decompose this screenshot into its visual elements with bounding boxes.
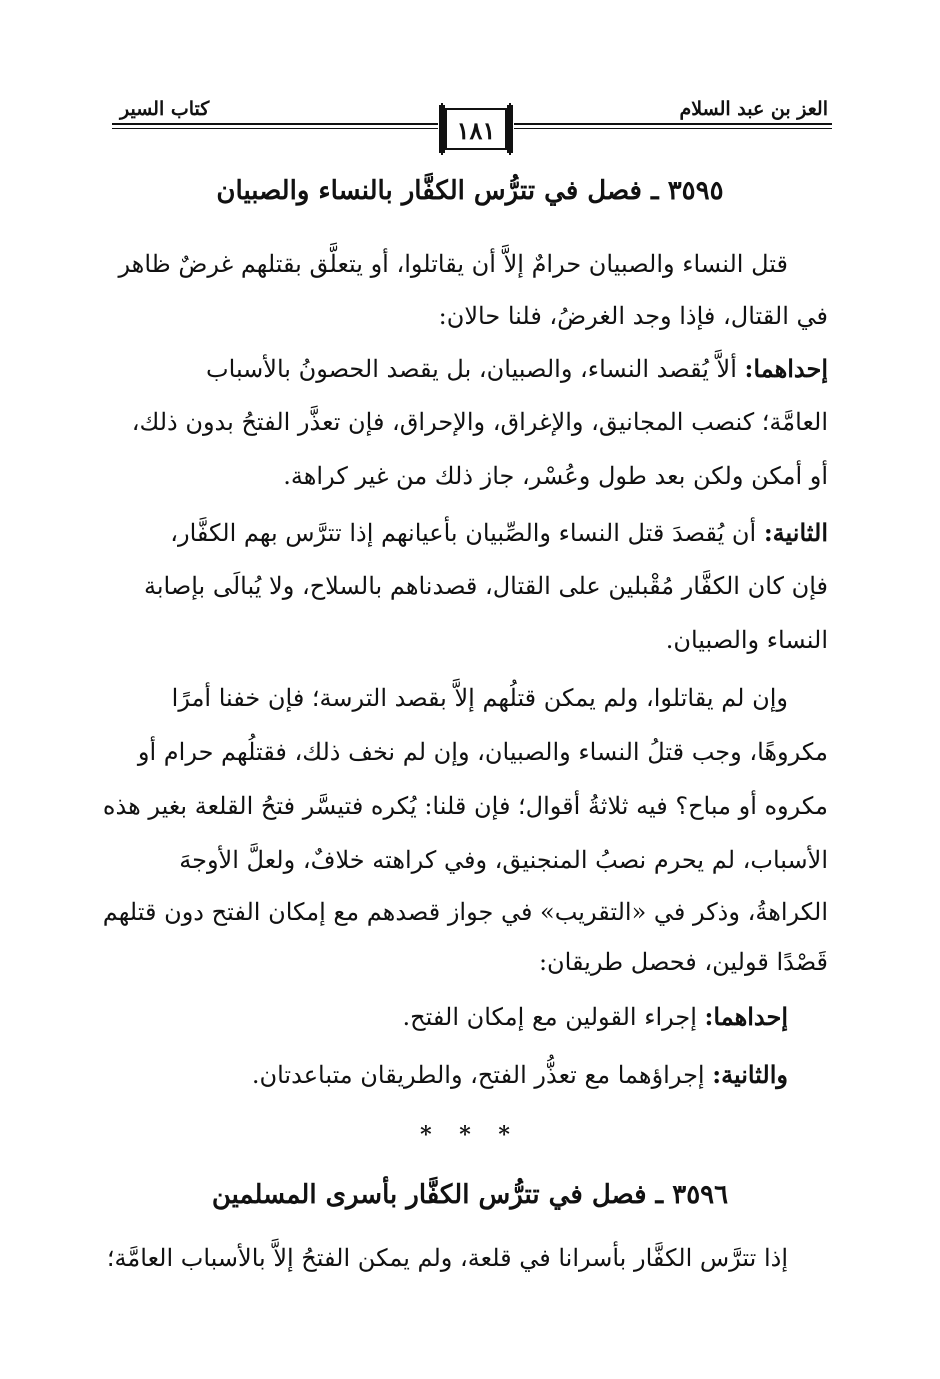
paragraph-label: إحداهما: xyxy=(744,354,828,383)
text-line xyxy=(112,354,828,383)
text-line xyxy=(112,1002,788,1031)
text-line: مكروهًا، وجب قتلُ النساء والصبيان، وإن لم نخف ذلك، فقتلُهم حرام أو xyxy=(137,738,828,766)
text-line: النساء والصبيان. xyxy=(665,626,828,654)
header-rule xyxy=(514,123,832,125)
text-line: في القتال، فإذا وجد الغرضُ، فلنا حالان: xyxy=(438,302,828,330)
text-line xyxy=(112,1060,788,1089)
text-line: إذا تترَّس الكفَّار بأسرانا في قلعة، ولم يمكن الفتحُ إلاَّ بالأسباب العامَّة؛ xyxy=(106,1244,788,1272)
text-span: ألاَّ يُقصد النساء، والصبيان، بل يقصد الحصونُ بالأسباب xyxy=(206,355,745,383)
text-span: إجراء القولين مع إمكان الفتح. xyxy=(402,1003,705,1031)
paragraph-label: الثانية: xyxy=(763,518,828,547)
page-number-frame xyxy=(438,103,514,155)
paragraph-label: إحداهما: xyxy=(704,1002,788,1031)
header-rule xyxy=(112,123,438,125)
text-line: الأسباب، لم يحرم نصبُ المنجنيق، وفي كراهته خلافٌ، ولعلَّ الأوجهَ xyxy=(179,846,828,874)
text-span: إجراؤهما مع تعذُّر الفتح، والطريقان متباعدتان. xyxy=(251,1061,713,1089)
running-head-author: العز بن عبد السلام xyxy=(679,98,828,120)
text-line: أو أمكن ولكن بعد طول وعُسْر، جاز ذلك من غير كراهة. xyxy=(283,462,828,490)
text-span: أن يُقصدَ قتل النساء والصِّبيان بأعيانهم إذا تترَّس بهم الكفَّار، xyxy=(170,519,764,547)
text-line: فإن كان الكفَّار مُقْبلين على القتال، قصدناهم بالسلاح، ولا يُبالَى بإصابة xyxy=(144,572,828,600)
section-separator: * * * xyxy=(420,1122,520,1148)
header-rule xyxy=(514,128,832,129)
text-line: قتل النساء والصبيان حرامٌ إلاَّ أن يقاتلوا، أو يتعلَّق بقتلهم غرضٌ ظاهر xyxy=(118,250,788,278)
section-heading: ٣٥٩٥ ـ فصل في تترُّس الكفَّار بالنساء والصبيان xyxy=(216,176,724,206)
text-line xyxy=(112,518,828,547)
paragraph-label: والثانية: xyxy=(712,1060,788,1089)
header-rule xyxy=(112,128,438,129)
text-line: مكروه أو مباح؟ فيه ثلاثةُ أقوال؛ فإن قلنا: يُكره فتيسَّر فتحُ القلعة بغير هذه xyxy=(102,792,828,820)
text-line: وإن لم يقاتلوا، ولم يمكن قتلُهم إلاَّ بقصد الترسة؛ فإن خفنا أمرًا xyxy=(171,684,788,712)
text-line: العامَّة؛ كنصب المجانيق، والإغراق، والإحراق، فإن تعذَّر الفتحُ بدون ذلك، xyxy=(131,408,828,436)
text-line: الكراهةُ، وذكر في «التقريب» في جواز قصدهم مع إمكان الفتح دون قتلهم xyxy=(102,898,828,926)
page-number: ١٨١ xyxy=(456,116,496,145)
text-line: قَصْدًا قولين، فحصل طريقان: xyxy=(538,948,828,976)
section-heading: ٣٥٩٦ ـ فصل في تترُّس الكفَّار بأسرى المسلمين xyxy=(211,1180,729,1210)
running-head-book: كتاب السير xyxy=(120,98,210,120)
